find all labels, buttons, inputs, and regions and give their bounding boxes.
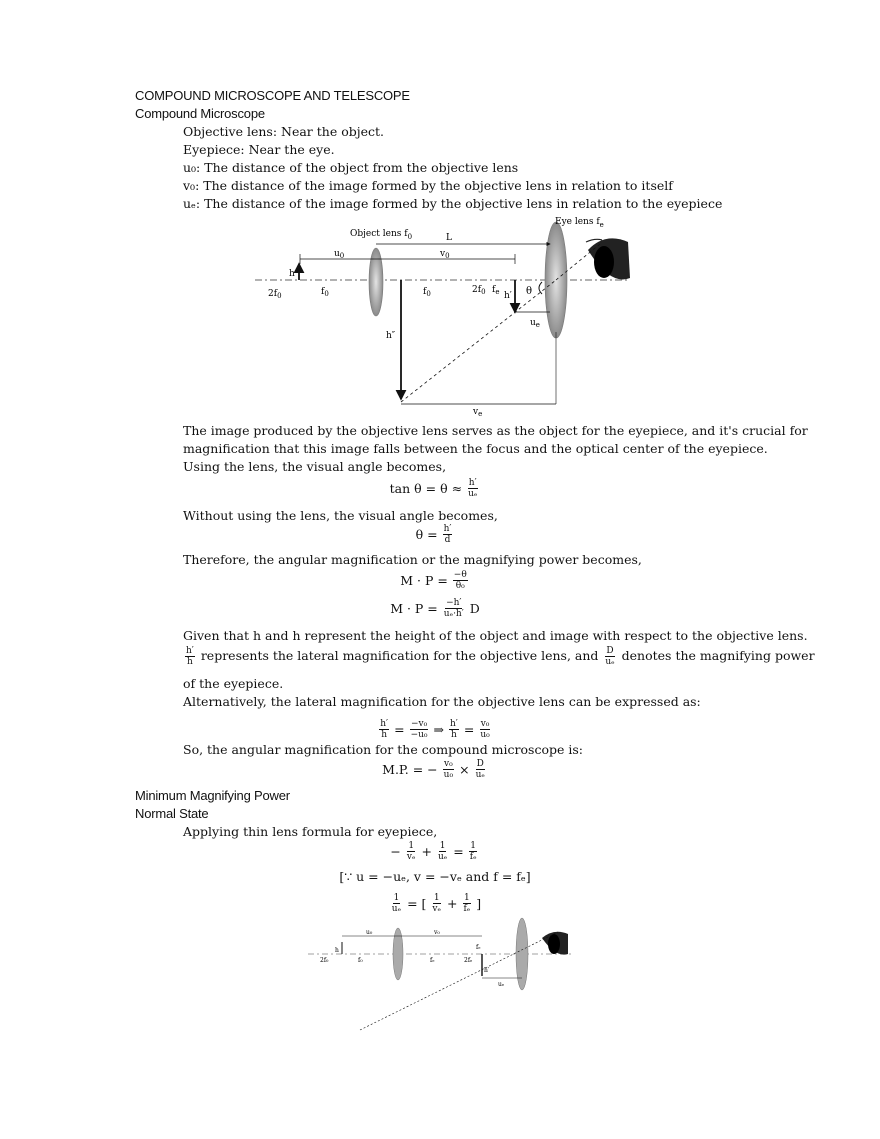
equation-theta: θ = $\frac{h'}{d}$ (415, 524, 452, 545)
image-height-label: h′ (504, 291, 512, 301)
paragraph-line: The image produced by the objective lens serves as the object for the eyepiece, and it's crucial for (183, 423, 808, 438)
section-heading-normal-state: Normal State (135, 806, 209, 821)
eye-lens-label: Eye lens $f_e$ (555, 217, 604, 229)
fe-top-label: fₑ (476, 944, 481, 951)
therefore-text: Therefore, the angular magnification or the magnifying power becomes, (183, 552, 642, 567)
fe-label: fₑ (430, 957, 435, 964)
f0-label: f₀ (358, 957, 363, 964)
eye-icon (586, 238, 630, 279)
without-lens-text: Without using the lens, the visual angle becomes, (183, 508, 498, 523)
equation-ue: $\frac{1}{\text{uₑ}}$ = [ $\frac{1}{\text{vₑ}}$ + $\frac{1}{\text{fₑ}}$ ] (391, 893, 482, 914)
equation-mp-d: M · P = $\frac{-h'}{\text{uₑ·h′}}$ D (390, 598, 480, 619)
object-lens-label: Object lens $f_0$ (350, 229, 413, 241)
u0-label: u₀ (366, 929, 373, 936)
f0-left-label: $f_0$ (321, 287, 329, 298)
paragraph-line: magnification that this image falls between the focus and the optical center of the eyepiece. (183, 441, 768, 456)
equation-sign-convention: [∵ u = −uₑ, v = −vₑ and f = fₑ] (339, 869, 531, 884)
ve-label: $v_e$ (473, 407, 483, 417)
section-heading-minimum-power: Minimum Magnifying Power (135, 788, 290, 803)
applying-text: Applying thin lens formula for eyepiece, (183, 824, 438, 839)
objective-lens (369, 248, 383, 316)
2fe-label: 2fₑ (464, 957, 473, 964)
given-text: Given that h and h represent the height of the object and image with respect to the objective lens. (183, 628, 808, 643)
angle-label: θ (526, 286, 533, 297)
2f0-right-label: $2f_0$ (472, 285, 486, 296)
definition-ue: uₑ: The distance of the image formed by the objective lens in relation to the eyepiece (183, 196, 723, 211)
definition-objective-lens: Objective lens: Near the object. (183, 124, 385, 139)
eye-icon (542, 932, 568, 955)
so-text: So, the angular magnification for the compound microscope is: (183, 742, 583, 757)
using-lens-text: Using the lens, the visual angle becomes, (183, 459, 447, 474)
f0-right-label: $f_0$ (423, 287, 431, 298)
definition-eyepiece: Eyepiece: Near the eye. (183, 142, 335, 157)
equation-thin-lens: − $\frac{1}{\text{vₑ}}$ + $\frac{1}{\text{uₑ}}$ = $\frac{1}{\text{fₑ}}$ (390, 841, 477, 862)
alternatively-text: Alternatively, the lateral magnification for the objective lens can be expressed as: (183, 694, 701, 709)
definition-v0: v₀: The distance of the image formed by the objective lens in relation to itself (183, 178, 673, 193)
fe-label: $f_e$ (492, 285, 500, 296)
2f0-label: 2f₀ (320, 957, 329, 964)
of-eyepiece-text: of the eyepiece. (183, 676, 284, 691)
definition-u0: u₀: The distance of the object from the objective lens (183, 160, 519, 175)
equation-mp-theta: M · P = $\frac{-\theta}{\text{θ₀}}$ (400, 570, 467, 591)
normal-state-diagram (306, 914, 574, 1032)
eye-lens (516, 918, 528, 990)
final-image-height-label: h″ (386, 331, 396, 341)
equation-compound-mp: M.P. = − $\frac{\text{v₀}}{\text{u₀}}$ × $\frac{D}{\text{uₑ}}$ (382, 759, 485, 780)
equation-tan-theta: tan θ = θ ≈ $\frac{h'}{\text{uₑ}}$ (389, 478, 478, 499)
2f0-left-label: $2f_0$ (268, 289, 282, 300)
object-height-label: h (335, 947, 339, 954)
page-title: COMPOUND MICROSCOPE AND TELESCOPE (135, 88, 410, 103)
length-label: L (446, 233, 452, 243)
u0-label: $u_0$ (334, 249, 345, 260)
compound-microscope-diagram (250, 212, 640, 417)
equation-lateral: $\frac{h'}{h}$ = $\frac{\text{−v₀}}{\text{−u₀}}$ ⇒ $\frac{h'}{h}$ = $\frac{\text{v₀}}{\text{u₀}}$ (380, 719, 490, 740)
lateral-magnification-text: $\frac{h'}{h}$ represents the lateral magnification for the objective lens, and $\frac{D}{\text{uₑ}}$ denotes the magnifying power (186, 646, 815, 667)
v0-label: v₀ (434, 929, 440, 936)
v0-label: $v_0$ (440, 249, 450, 260)
section-heading-compound-microscope: Compound Microscope (135, 106, 265, 121)
image-height-label: h′ (484, 967, 490, 974)
ue-label: $u_e$ (530, 318, 540, 329)
ue-label: uₑ (498, 981, 505, 988)
object-height-label: h (289, 269, 295, 279)
